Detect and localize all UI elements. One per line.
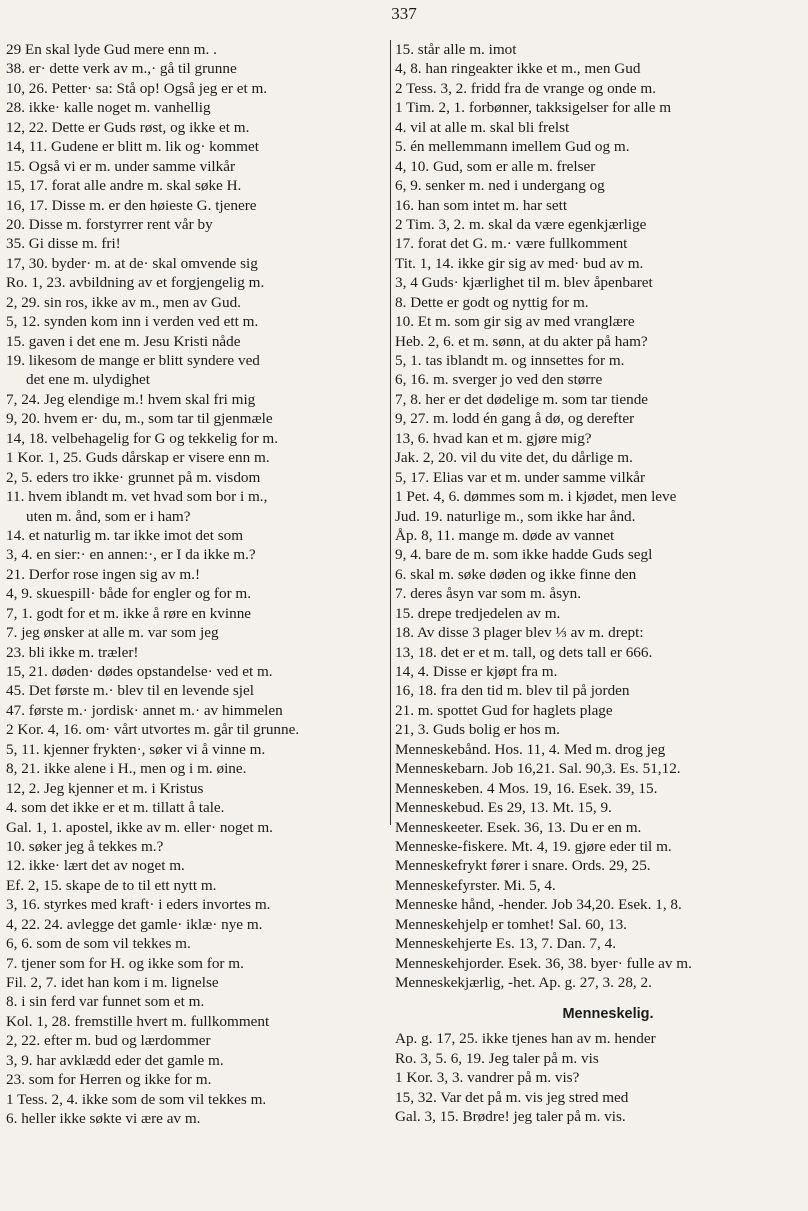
index-entry: 8, 21. ikke alene i H., men og i m. øine. [6, 760, 247, 778]
index-entry: 3, 4 Guds· kjærlighet til m. blev åpenbaret [395, 274, 653, 292]
index-entry: 2 Kor. 4, 16. om· vårt utvortes m. går til grunne. [6, 721, 300, 739]
section-heading: Menneskelig. [562, 1006, 654, 1023]
index-entry: 18. Av disse 3 plager blev ⅓ av m. drept: [395, 624, 644, 642]
index-entry: 14, 18. velbehagelig for G og tekkelig for m. [6, 429, 279, 447]
index-entry: Gal. 3, 15. Brødre! jeg taler på m. vis. [395, 1108, 626, 1126]
index-entry: 11. hvem iblandt m. vet hvad som bor i m., [6, 488, 268, 506]
index-entry: 15, 32. Var det på m. vis jeg stred med [395, 1088, 629, 1106]
index-entry: 6. skal m. søke døden og ikke finne den [395, 565, 637, 583]
index-entry: 15, 17. forat alle andre m. skal søke H. [6, 177, 242, 195]
index-entry: uten m. ånd, som er i ham? [26, 507, 191, 525]
index-entry: 12, 22. Dette er Guds røst, og ikke et m. [6, 118, 250, 136]
index-entry: Menneskebånd. Hos. 11, 4. Med m. drog jeg [395, 740, 666, 758]
index-entry: 13, 6. hvad kan et m. gjøre mig? [395, 429, 592, 447]
index-entry: 10. Et m. som gir sig av med vranglære [395, 313, 635, 331]
index-entry: 7, 24. Jeg elendige m.! hvem skal fri mig [6, 390, 256, 408]
index-entry: Ef. 2, 15. skape de to til ett nytt m. [6, 876, 217, 894]
index-entry: 38. er· dette verk av m.,· gå til grunne [6, 60, 237, 78]
index-entry: 14, 4. Disse er kjøpt fra m. [395, 663, 558, 680]
index-entry: 6. heller ikke søkte vi ære av m. [6, 1110, 201, 1128]
index-entry: 2 Tim. 3, 2. m. skal da være egenkjærlige [395, 215, 647, 233]
index-entry: 14. et naturlig m. tar ikke imot det som [6, 526, 244, 544]
index-entry: 15. gaven i det ene m. Jesu Kristi nåde [6, 332, 241, 350]
index-entry: 15, 21. døden· dødes opstandelse· ved et m. [6, 663, 273, 680]
index-entry: 1 Kor. 3, 3. vandrer på m. vis? [395, 1069, 580, 1087]
index-entry: det ene m. ulydighet [26, 371, 150, 389]
index-entry: 2 Tess. 3, 2. fridd fra de vrange og onde m. [395, 79, 656, 97]
index-entry: 5. én mellemmann imellem Gud og m. [395, 138, 630, 156]
index-entry: 1 Pet. 4, 6. dømmes som m. i kjødet, men leve [395, 488, 677, 506]
index-entry: 15. Også vi er m. under samme vilkår [6, 157, 236, 175]
index-entry: 12, 2. Jeg kjenner et m. i Kristus [6, 779, 204, 797]
index-entry: 7. jeg ønsker at alle m. var som jeg [6, 624, 219, 642]
index-entry: Fil. 2, 7. idet han kom i m. lignelse [6, 974, 219, 991]
index-entry: Jud. 19. naturlige m., som ikke har ånd. [395, 507, 636, 525]
index-entry: 1 Tess. 2, 4. ikke som de som vil tekkes m. [6, 1090, 267, 1108]
index-entry: Tit. 1, 14. ikke gir sig av med· bud av m. [395, 254, 644, 272]
index-entry: 5, 11. kjenner frykten·, søker vi å vinne m. [6, 740, 266, 758]
index-entry: 15. står alle m. imot [395, 41, 517, 58]
index-entry: Menneskehjerte Es. 13, 7. Dan. 7, 4. [395, 935, 617, 953]
index-entry: Menneskefyrster. Mi. 5, 4. [395, 876, 556, 894]
index-entry: Menneskebarn. Job 16,21. Sal. 90,3. Es. 51,12. [395, 760, 681, 778]
index-entry: Menneskehjelp er tomhet! Sal. 60, 13. [395, 915, 627, 933]
index-entry: 4, 9. skuespill· både for engler og for m. [6, 585, 252, 603]
index-entry: 1 Tim. 2, 1. forbønner, takksigelser for alle m [395, 99, 672, 117]
index-entry: 2, 22. efter m. bud og lærdommer [6, 1032, 211, 1050]
index-entry: 21. m. spottet Gud for haglets plage [395, 701, 613, 719]
index-entry: 28. ikke· kalle noget m. vanhellig [6, 99, 211, 117]
index-entry: Ro. 3, 5. 6, 19. Jeg taler på m. vis [395, 1049, 599, 1067]
index-entry: Jak. 2, 20. vil du vite det, du dårlige m. [395, 449, 633, 467]
index-entry: 29 En skal lyde Gud mere enn m. . [6, 41, 217, 58]
index-entry: Menneskefrykt fører i snare. Ords. 29, 25. [395, 857, 651, 875]
index-entry: 20. Disse m. forstyrrer rent vår by [6, 215, 213, 233]
index-entry: 2, 5. eders tro ikke· grunnet på m. visdom [6, 468, 261, 486]
right-column [395, 40, 801, 1127]
page-number: 337 [391, 4, 417, 23]
index-entry: 19. likesom de mange er blitt syndere ved [6, 352, 260, 369]
index-entry: Heb. 2, 6. et m. sønn, at du akter på ham? [395, 332, 648, 350]
index-entry: 23. som for Herren og ikke for m. [6, 1071, 212, 1089]
index-entry: 7. tjener som for H. og ikke som for m. [6, 954, 244, 972]
index-entry: 9, 4. bare de m. som ikke hadde Guds segl [395, 546, 653, 564]
index-entry: Åp. 8, 11. mange m. døde av vannet [395, 526, 615, 544]
index-entry: 3, 9. har avklædd eder det gamle m. [6, 1051, 224, 1069]
index-entry: 21. Derfor rose ingen sig av m.! [6, 565, 201, 583]
index-entry: 14, 11. Gudene er blitt m. lik og· kommet [6, 138, 259, 156]
index-entry: 3, 4. en sier:· en annen:·, er I da ikke m.? [6, 546, 256, 564]
index-entry: 47. første m.· jordisk· annet m.· av himmelen [6, 701, 283, 719]
index-entry: Gal. 1, 1. apostel, ikke av m. eller· noget m. [6, 818, 273, 836]
index-entry: 8. Dette er godt og nyttig for m. [395, 293, 589, 311]
index-entry: 6, 6. som de som vil tekkes m. [6, 935, 191, 953]
index-entry: 16, 18. fra den tid m. blev til på jorden [395, 682, 630, 700]
index-entry: 4, 22. 24. avlegge det gamle· iklæ· nye m. [6, 915, 263, 933]
index-entry: 7, 8. her er det dødelige m. som tar tiende [395, 390, 649, 408]
index-entry: 4. som det ikke er et m. tillatt å tale. [6, 799, 225, 817]
right-column-entries [395, 40, 801, 992]
index-entry: 9, 20. hvem er· du, m., som tar til gjenmæle [6, 410, 273, 428]
index-entry: 4. vil at alle m. skal bli frelst [395, 118, 570, 136]
index-entry: 13, 18. det er et m. tall, og dets tall er 666. [395, 643, 653, 661]
index-entry: 10. søker jeg å tekkes m.? [6, 837, 164, 855]
index-entry: 17. forat det G. m.· være fullkomment [395, 235, 628, 253]
index-entry: Menneskekjærlig, -het. Ap. g. 27, 3. 28, 2. [395, 974, 652, 991]
index-entry: 10, 26. Petter· sa: Stå op! Også jeg er et m. [6, 79, 268, 97]
index-entry: 9, 27. m. lodd én gang å dø, og derefter [395, 410, 635, 428]
index-entry: 1 Kor. 1, 25. Guds dårskap er visere enn m. [6, 449, 270, 467]
index-entry: Ap. g. 17, 25. ikke tjenes han av m. hender [395, 1030, 656, 1048]
index-entry: 6, 16. m. sverger jo ved den større [395, 371, 603, 389]
right-column-entries-after-heading [395, 1029, 801, 1126]
index-entry: Menneskehjorder. Esek. 36, 38. byer· fulle av m. [395, 954, 692, 972]
index-entry: Menneskeben. 4 Mos. 19, 16. Esek. 39, 15. [395, 779, 658, 797]
index-entry: 6, 9. senker m. ned i undergang og [395, 177, 605, 195]
index-entry: 16, 17. Disse m. er den høieste G. tjenere [6, 196, 257, 214]
index-entry: Kol. 1, 28. fremstille hvert m. fullkomment [6, 1012, 270, 1030]
index-entry: 5, 1. tas iblandt m. og innsettes for m. [395, 352, 625, 369]
index-entry: Menneskebud. Es 29, 13. Mt. 15, 9. [395, 799, 612, 817]
column-divider [390, 40, 391, 825]
index-entry: 45. Det første m.· blev til en levende sjel [6, 682, 254, 700]
index-entry: 4, 10. Gud, som er alle m. frelser [395, 157, 596, 175]
index-entry: Ro. 1, 23. avbildning av et forgjengelig m. [6, 274, 265, 292]
index-entry: 16. han som intet m. har sett [395, 196, 568, 214]
index-entry: 15. drepe tredjedelen av m. [395, 604, 561, 622]
index-entry: 7. deres åsyn var som m. åsyn. [395, 585, 582, 603]
index-entry: Menneske-fiskere. Mt. 4, 19. gjøre eder til m. [395, 837, 672, 855]
index-entry: 17, 30. byder· m. at de· skal omvende sig [6, 254, 258, 272]
index-entry: 5, 12. synden kom inn i verden ved ett m. [6, 313, 259, 331]
index-entry: 23. bli ikke m. træler! [6, 643, 139, 661]
left-column [6, 40, 390, 1129]
index-entry: Menneskeeter. Esek. 36, 13. Du er en m. [395, 818, 642, 836]
index-entry: 5, 17. Elias var et m. under samme vilkår [395, 468, 646, 486]
index-entry: 8. i sin ferd var funnet som et m. [6, 993, 205, 1011]
index-entry: Menneske hånd, -hender. Job 34,20. Esek. 1, 8. [395, 896, 682, 914]
index-entry: 2, 29. sin ros, ikke av m., men av Gud. [6, 293, 241, 311]
index-entry: 21, 3. Guds bolig er hos m. [395, 721, 560, 739]
index-entry: 3, 16. styrkes med kraft· i eders invortes m. [6, 896, 271, 914]
index-entry: 7, 1. godt for et m. ikke å røre en kvinne [6, 604, 252, 622]
index-entry: 12. ikke· lært det av noget m. [6, 857, 185, 875]
index-entry: 35. Gi disse m. fri! [6, 235, 121, 253]
index-entry: 4, 8. han ringeakter ikke et m., men Gud [395, 60, 641, 78]
